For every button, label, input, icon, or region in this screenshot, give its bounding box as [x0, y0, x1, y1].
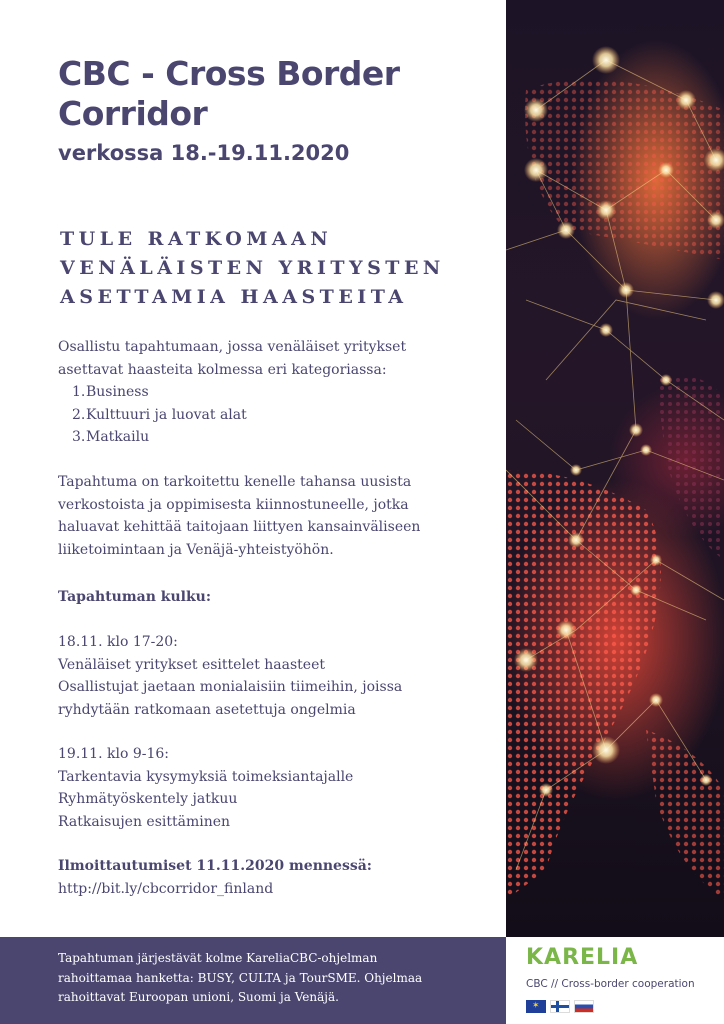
- schedule-item: Ryhmätyöskentely jatkuu: [58, 791, 238, 807]
- target-line: liiketoimintaan ja Venäjä-yhteistyöhön.: [58, 541, 334, 558]
- page-title: CBC - Cross Border Corridor: [58, 54, 400, 133]
- category-label: Kulttuuri ja luovat alat: [86, 406, 247, 423]
- headline-line: ASETTAMIA HAASTEITA: [60, 286, 408, 308]
- intro-line: Osallistu tapahtumaan, jossa venäläiset yritykset: [58, 339, 407, 355]
- schedule-heading: Tapahtuman kulku:: [58, 589, 212, 605]
- intro-line: asettavat haasteita kolmessa eri kategoriassa:: [58, 361, 387, 378]
- category-item: [72, 404, 247, 427]
- schedule-time: 18.11. klo 17-20:: [58, 634, 178, 650]
- network-map-image: [506, 0, 724, 937]
- target-line: haluavat kehittää taitojaan liittyen kansainväliseen: [58, 519, 421, 535]
- footer-funding-text: [58, 949, 498, 1008]
- footer-line: rahoittavat Euroopan unioni, Suomi ja Venäjä.: [58, 990, 339, 1004]
- registration-link[interactable]: http://bit.ly/cbcorridor_finland: [58, 881, 274, 897]
- target-line: Tapahtuma on tarkoitettu kenelle tahansa uusista: [58, 474, 412, 490]
- network-map-graphic: [506, 0, 724, 937]
- event-date-subtitle: verkossa 18.-19.11.2020: [58, 141, 350, 165]
- flag-row: [526, 1000, 594, 1013]
- karelia-logo: [506, 937, 724, 1024]
- category-list: [72, 381, 247, 449]
- logo-wordmark: KARELIA: [526, 945, 639, 970]
- intro-paragraph: [58, 336, 498, 381]
- category-item: [72, 381, 247, 404]
- schedule-day-2: [58, 743, 498, 833]
- category-number: 2.: [72, 406, 86, 423]
- russia-flag-icon: [574, 1000, 594, 1013]
- schedule-time: 19.11. klo 9-16:: [58, 746, 169, 762]
- headline-line: TULE RATKOMAAN: [60, 228, 333, 250]
- target-audience-paragraph: [58, 471, 498, 561]
- target-line: verkostoista ja oppimisesta kiinnostuneelle, jotka: [58, 496, 409, 513]
- category-number: 1.: [72, 384, 86, 400]
- registration-heading: Ilmoittautumiset 11.11.2020 mennessä:: [58, 858, 372, 874]
- logo-subtitle: CBC // Cross-border cooperation: [526, 978, 695, 990]
- schedule-item: Ratkaisujen esittäminen: [58, 813, 231, 830]
- schedule-item: Tarkentavia kysymyksiä toimeksiantajalle: [58, 768, 354, 785]
- schedule-item: ryhdytään ratkomaan asetettuja ongelmia: [58, 701, 356, 718]
- category-label: Matkailu: [86, 429, 150, 445]
- schedule-item: Osallistujat jaetaan monialaisiin tiimeihin, joissa: [58, 679, 403, 695]
- footer-line: Tapahtuman järjestävät kolme KareliaCBC-ohjelman: [58, 951, 378, 965]
- schedule-item: Venäläiset yritykset esittelet haasteet: [58, 656, 326, 673]
- finland-flag-icon: [550, 1000, 570, 1013]
- eu-flag-icon: [526, 1000, 546, 1013]
- category-label: Business: [86, 384, 149, 400]
- category-item: [72, 426, 247, 449]
- call-to-action-headline: [60, 225, 500, 312]
- headline-line: VENÄLÄISTEN YRITYSTEN: [60, 257, 445, 279]
- schedule-day-1: [58, 631, 498, 721]
- category-number: 3.: [72, 429, 86, 445]
- footer-line: rahoittamaa hanketta: BUSY, CULTA ja TourSME. Ohjelmaa: [58, 970, 423, 985]
